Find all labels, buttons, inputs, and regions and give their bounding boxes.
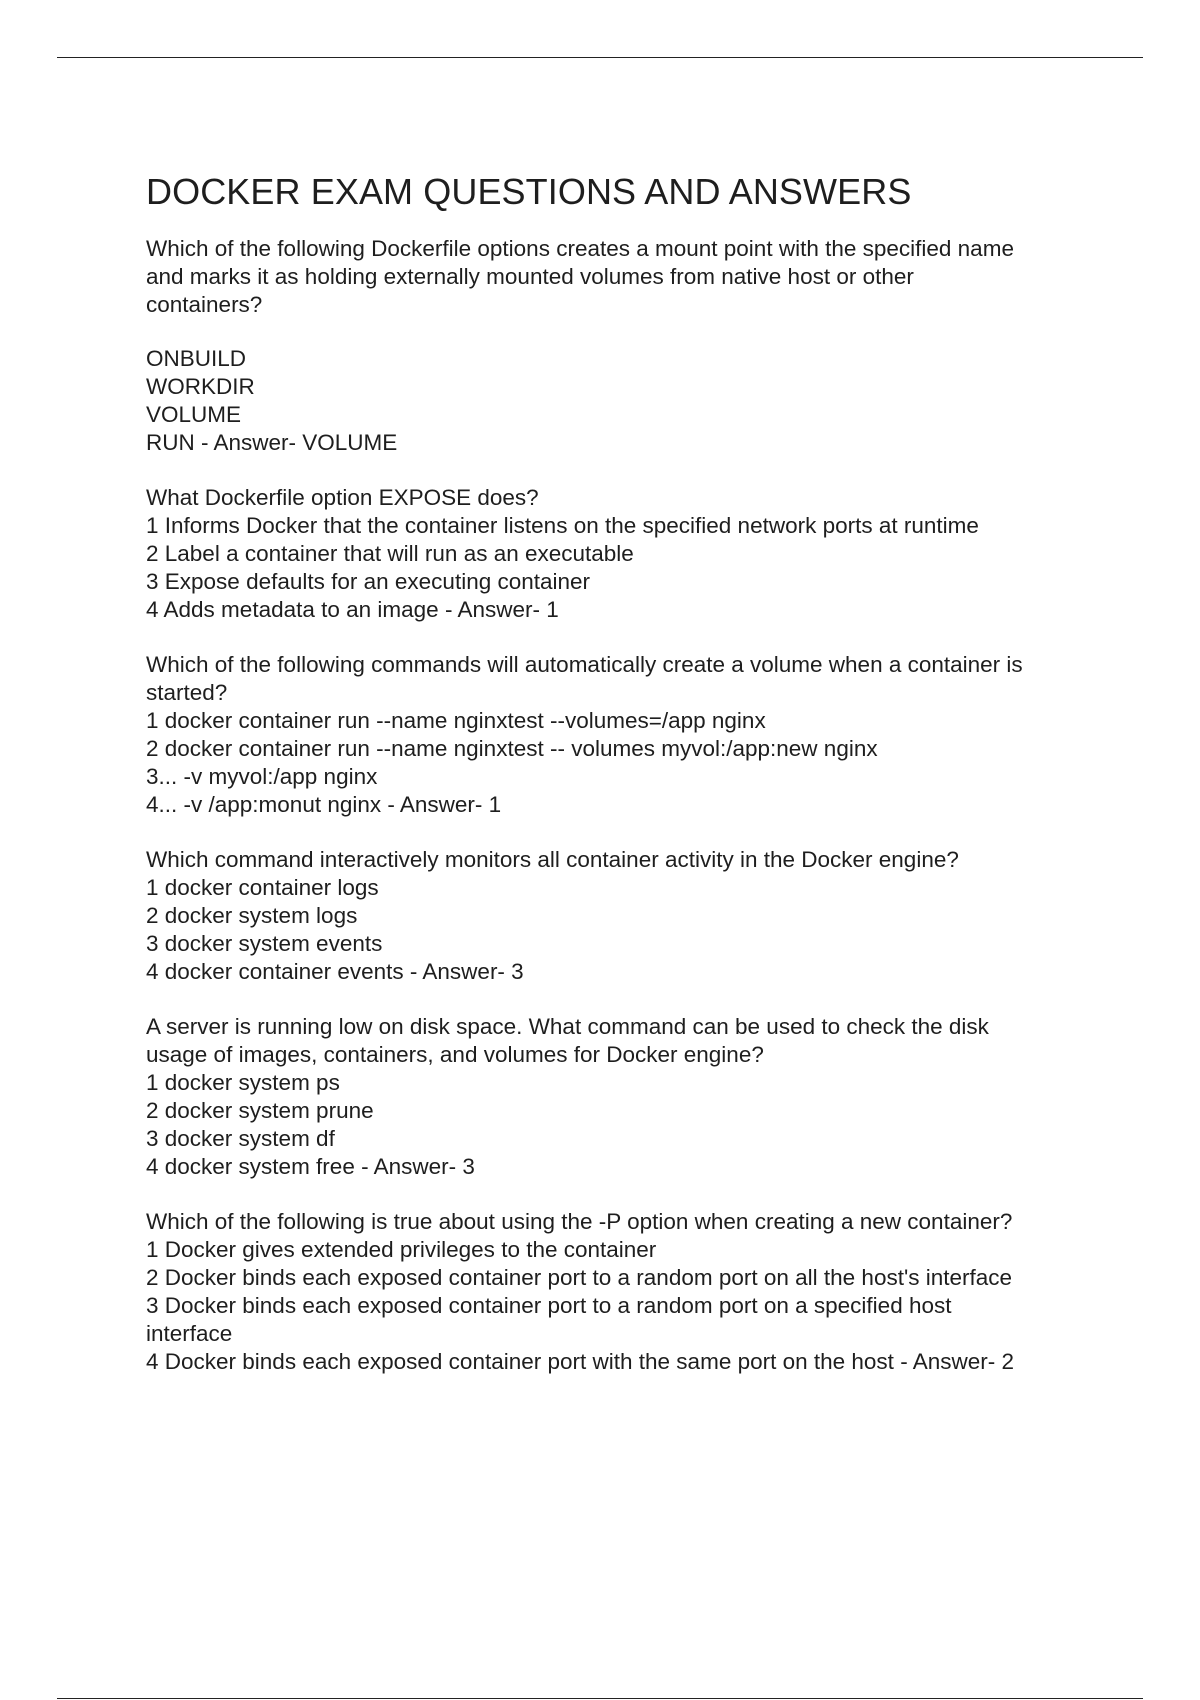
option-line-with-answer: 4... -v /app:monut nginx - Answer- 1 (146, 792, 502, 817)
option-line: 2 docker system logs (146, 903, 358, 928)
option-line: 1 docker container run --name nginxtest --volumes=/app nginx (146, 708, 766, 733)
question-text-line: started? (146, 680, 228, 705)
question-text-line: What Dockerfile option EXPOSE does? (146, 485, 539, 510)
option-line: ONBUILD (146, 346, 247, 371)
option-line: 3 docker system events (146, 931, 383, 956)
option-line-with-answer: 4 docker container events - Answer- 3 (146, 959, 524, 984)
top-rule (57, 57, 1143, 58)
option-line: 3 docker system df (146, 1126, 335, 1151)
question-text-line: Which of the following Dockerfile options creates a mount point with the specified name (146, 236, 1014, 261)
option-line: WORKDIR (146, 374, 255, 399)
option-line-with-answer: 4 Adds metadata to an image - Answer- 1 (146, 597, 559, 622)
question-block-5 (146, 1013, 1096, 1181)
option-line: 1 docker system ps (146, 1070, 340, 1095)
document-body (146, 171, 1096, 1403)
question-text-line: A server is running low on disk space. What command can be used to check the disk (146, 1014, 989, 1039)
question-block-3 (146, 651, 1096, 819)
option-line: 2 Docker binds each exposed container port to a random port on all the host's interface (146, 1265, 1013, 1290)
question-block-6 (146, 1208, 1096, 1376)
option-line: interface (146, 1321, 233, 1346)
question-text-line: usage of images, containers, and volumes for Docker engine? (146, 1042, 764, 1067)
option-line: 1 docker container logs (146, 875, 379, 900)
page-title: DOCKER EXAM QUESTIONS AND ANSWERS (146, 171, 912, 212)
question-text-line: Which of the following is true about using the -P option when creating a new container? (146, 1209, 1013, 1234)
question-block-4 (146, 846, 1096, 986)
option-line-with-answer: RUN - Answer- VOLUME (146, 430, 398, 455)
option-line: 2 docker system prune (146, 1098, 374, 1123)
question-text-line: Which of the following commands will automatically create a volume when a container is (146, 652, 1023, 677)
option-line: VOLUME (146, 402, 242, 427)
option-line: 3... -v myvol:/app nginx (146, 764, 378, 789)
question-text-line: and marks it as holding externally mounted volumes from native host or other (146, 264, 914, 289)
option-line: 2 docker container run --name nginxtest -- volumes myvol:/app:new nginx (146, 736, 878, 761)
question-block-2 (146, 484, 1096, 624)
question-block-1 (146, 235, 1096, 457)
option-line: 3 Expose defaults for an executing container (146, 569, 591, 594)
option-line-with-answer: 4 Docker binds each exposed container port with the same port on the host - Answer- 2 (146, 1349, 1014, 1374)
option-line: 1 Informs Docker that the container listens on the specified network ports at runtime (146, 513, 979, 538)
option-line-with-answer: 4 docker system free - Answer- 3 (146, 1154, 475, 1179)
option-line: 2 Label a container that will run as an executable (146, 541, 634, 566)
bottom-rule (57, 1698, 1143, 1699)
question-text-line: Which command interactively monitors all container activity in the Docker engine? (146, 847, 959, 872)
option-line: 1 Docker gives extended privileges to the container (146, 1237, 657, 1262)
blank-line (146, 319, 1096, 345)
option-line: 3 Docker binds each exposed container port to a random port on a specified host (146, 1293, 952, 1318)
question-text-line: containers? (146, 292, 263, 317)
